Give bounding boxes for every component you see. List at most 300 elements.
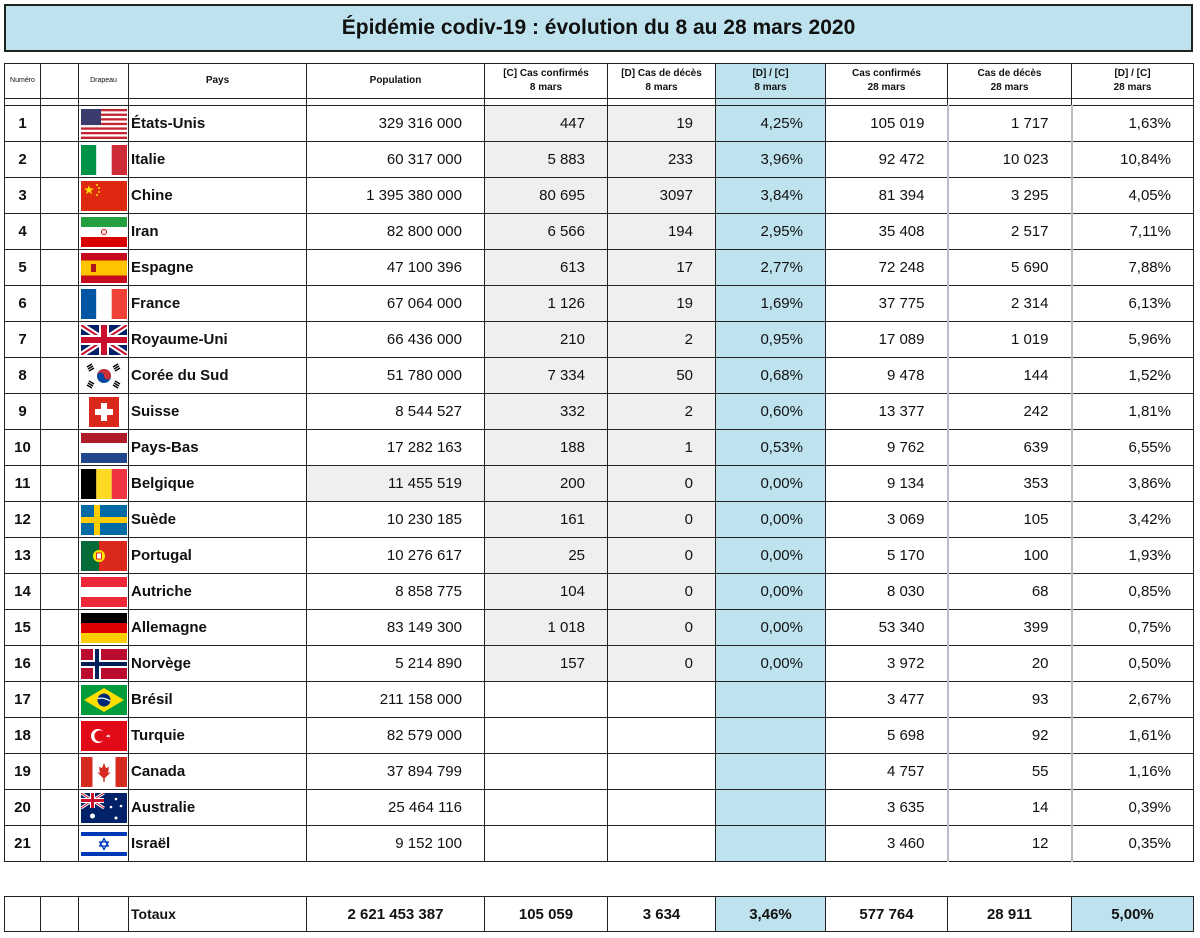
header-ratio-28 [1072,64,1194,99]
italy-flag-icon [81,145,127,175]
ratio-8-cell [716,718,826,754]
ratio-28-cell: 7,11% [1072,214,1194,250]
cas-8-cell: 200 [485,466,608,502]
table-row [5,466,1194,502]
population-cell: 1 395 380 000 [307,178,485,214]
ratio-8-cell: 3,96% [716,142,826,178]
flag-cell [79,610,129,646]
country-name: Iran [129,214,307,250]
deces-28-cell: 92 [948,718,1072,754]
country-name: Suède [129,502,307,538]
population-cell: 8 544 527 [307,394,485,430]
row-number: 13 [5,538,41,574]
table-row [5,610,1194,646]
flag-cell [79,538,129,574]
header-deces-8 [608,64,716,99]
deces-8-cell: 50 [608,358,716,394]
population-cell: 11 455 519 [307,466,485,502]
australia-flag-icon [81,793,127,823]
flag-cell [79,286,129,322]
ratio-28-cell: 6,55% [1072,430,1194,466]
country-name: Royaume-Uni [129,322,307,358]
cas-28-cell: 9 762 [826,430,948,466]
turkey-flag-icon [81,721,127,751]
header-ratio-8-line1: [D] / [C] [752,68,789,79]
germany-flag-icon [81,613,127,643]
iran-flag-icon [81,217,127,247]
ratio-28-cell: 4,05% [1072,178,1194,214]
deces-8-cell: 233 [608,142,716,178]
ratio-28-cell: 1,93% [1072,538,1194,574]
israel-flag-icon [81,829,127,859]
country-name: Corée du Sud [129,358,307,394]
cas-28-cell: 5 698 [826,718,948,754]
cas-8-cell: 5 883 [485,142,608,178]
table-row [5,574,1194,610]
flag-cell [79,142,129,178]
totals-table [4,896,1194,932]
cas-8-cell: 332 [485,394,608,430]
row-blank [41,610,79,646]
row-blank [41,142,79,178]
flag-cell [79,106,129,142]
header-drapeau: Drapeau [79,64,129,99]
cas-28-cell: 9 134 [826,466,948,502]
deces-8-cell: 0 [608,646,716,682]
deces-28-cell: 2 517 [948,214,1072,250]
cas-28-cell: 4 757 [826,754,948,790]
row-number: 4 [5,214,41,250]
portugal-flag-icon [81,541,127,571]
ratio-8-cell: 0,53% [716,430,826,466]
deces-8-cell: 0 [608,610,716,646]
population-cell: 10 276 617 [307,538,485,574]
flag-cell [79,250,129,286]
flag-cell [79,466,129,502]
cas-8-cell: 157 [485,646,608,682]
sweden-flag-icon [81,505,127,535]
row-blank [41,682,79,718]
cas-8-cell [485,682,608,718]
deces-8-cell: 17 [608,250,716,286]
cas-8-cell [485,718,608,754]
table-row [5,250,1194,286]
ratio-8-cell: 4,25% [716,106,826,142]
row-number: 7 [5,322,41,358]
ratio-8-cell: 0,00% [716,574,826,610]
deces-8-cell: 1 [608,430,716,466]
deces-28-cell: 100 [948,538,1072,574]
belgium-flag-icon [81,469,127,499]
country-name: Suisse [129,394,307,430]
table-row [5,502,1194,538]
deces-8-cell: 2 [608,394,716,430]
population-cell: 47 100 396 [307,250,485,286]
brazil-flag-icon [81,685,127,715]
population-cell: 10 230 185 [307,502,485,538]
row-number: 16 [5,646,41,682]
header-deces-28-line2: 28 mars [990,82,1029,93]
south-korea-flag-icon [81,361,127,391]
header-cas-8-line2: 8 mars [529,82,563,93]
deces-8-cell [608,826,716,862]
population-cell: 51 780 000 [307,358,485,394]
deces-8-cell [608,790,716,826]
country-name: Belgique [129,466,307,502]
row-number: 3 [5,178,41,214]
header-deces-8-line2: 8 mars [645,82,678,93]
cas-8-cell: 25 [485,538,608,574]
row-blank [41,358,79,394]
country-name: Chine [129,178,307,214]
ratio-8-cell: 2,77% [716,250,826,286]
deces-28-cell: 68 [948,574,1072,610]
cas-28-cell: 81 394 [826,178,948,214]
ratio-8-cell [716,754,826,790]
row-number: 20 [5,790,41,826]
table-row [5,718,1194,754]
cas-28-cell: 105 019 [826,106,948,142]
cas-8-cell: 7 334 [485,358,608,394]
population-cell: 9 152 100 [307,826,485,862]
table-row [5,322,1194,358]
header-empty [41,64,79,99]
flag-cell [79,574,129,610]
cas-8-cell: 188 [485,430,608,466]
switzerland-flag-icon [81,397,127,427]
cas-8-cell: 161 [485,502,608,538]
ratio-28-cell: 0,85% [1072,574,1194,610]
ratio-28-cell: 3,86% [1072,466,1194,502]
table-row [5,142,1194,178]
deces-28-cell: 639 [948,430,1072,466]
row-number: 15 [5,610,41,646]
deces-28-cell: 5 690 [948,250,1072,286]
population-cell: 17 282 163 [307,430,485,466]
deces-28-cell: 1 019 [948,322,1072,358]
flag-cell [79,646,129,682]
population-cell: 5 214 890 [307,646,485,682]
ratio-8-cell: 2,95% [716,214,826,250]
row-blank [41,322,79,358]
population-cell: 83 149 300 [307,610,485,646]
flag-cell [79,754,129,790]
ratio-8-cell: 0,00% [716,646,826,682]
ratio-8-cell: 3,84% [716,178,826,214]
cas-28-cell: 5 170 [826,538,948,574]
ratio-28-cell: 7,88% [1072,250,1194,286]
row-blank [41,286,79,322]
row-blank [41,214,79,250]
totals-cas-28: 577 764 [826,897,948,932]
deces-28-cell: 14 [948,790,1072,826]
deces-28-cell: 144 [948,358,1072,394]
table-row [5,826,1194,862]
cas-8-cell [485,754,608,790]
deces-8-cell: 194 [608,214,716,250]
row-number: 9 [5,394,41,430]
totals-cas-8: 105 059 [485,897,608,932]
ratio-28-cell: 0,39% [1072,790,1194,826]
population-cell: 66 436 000 [307,322,485,358]
deces-28-cell: 2 314 [948,286,1072,322]
country-name: Portugal [129,538,307,574]
deces-8-cell: 0 [608,574,716,610]
country-name: Brésil [129,682,307,718]
table-row [5,178,1194,214]
cas-28-cell: 37 775 [826,286,948,322]
deces-28-cell: 1 717 [948,106,1072,142]
deces-8-cell: 3097 [608,178,716,214]
header-pays: Pays [129,64,307,99]
deces-8-cell: 0 [608,538,716,574]
deces-8-cell: 19 [608,106,716,142]
flag-cell [79,322,129,358]
cas-8-cell: 210 [485,322,608,358]
deces-28-cell: 10 023 [948,142,1072,178]
deces-28-cell: 242 [948,394,1072,430]
cas-8-cell [485,790,608,826]
table-row [5,214,1194,250]
flag-cell [79,502,129,538]
cas-28-cell: 3 477 [826,682,948,718]
cas-8-cell: 1 126 [485,286,608,322]
ratio-28-cell: 2,67% [1072,682,1194,718]
table-row [5,682,1194,718]
totals-population: 2 621 453 387 [307,897,485,932]
flag-cell [79,394,129,430]
header-cas-8-line1: [C] Cas confirmés [503,68,589,79]
deces-8-cell: 19 [608,286,716,322]
row-number: 8 [5,358,41,394]
uk-flag-icon [81,325,127,355]
row-number: 17 [5,682,41,718]
cas-28-cell: 72 248 [826,250,948,286]
table-row [5,358,1194,394]
cas-8-cell: 447 [485,106,608,142]
ratio-28-cell: 1,81% [1072,394,1194,430]
header-deces-8-line1: [D] Cas de décès [621,68,702,79]
deces-8-cell [608,718,716,754]
country-name: Espagne [129,250,307,286]
row-number: 2 [5,142,41,178]
deces-28-cell: 12 [948,826,1072,862]
row-blank [41,394,79,430]
row-blank [41,502,79,538]
norway-flag-icon [81,649,127,679]
row-blank [41,538,79,574]
row-number: 14 [5,574,41,610]
flag-cell [79,430,129,466]
cas-8-cell [485,826,608,862]
population-cell: 82 800 000 [307,214,485,250]
ratio-8-cell [716,826,826,862]
population-cell: 329 316 000 [307,106,485,142]
ratio-8-cell: 0,68% [716,358,826,394]
row-blank [41,790,79,826]
population-cell: 8 858 775 [307,574,485,610]
austria-flag-icon [81,577,127,607]
ratio-28-cell: 1,61% [1072,718,1194,754]
header-ratio-28-line2: 28 mars [1113,82,1152,93]
deces-28-cell: 399 [948,610,1072,646]
header-row [5,64,1194,99]
ratio-28-cell: 0,75% [1072,610,1194,646]
flag-cell [79,790,129,826]
totals-deces-28: 28 911 [948,897,1072,932]
row-blank [41,574,79,610]
deces-8-cell: 0 [608,502,716,538]
cas-28-cell: 3 069 [826,502,948,538]
header-deces-28 [948,64,1072,99]
header-numero: Numéro [5,64,41,99]
deces-8-cell: 0 [608,466,716,502]
totals-label: Totaux [129,897,307,932]
ratio-8-cell: 0,00% [716,466,826,502]
country-name: Allemagne [129,610,307,646]
header-ratio-8 [716,64,826,99]
ratio-28-cell: 6,13% [1072,286,1194,322]
header-ratio-8-line2: 8 mars [754,82,787,93]
header-population: Population [307,64,485,99]
ratio-8-cell [716,682,826,718]
spain-flag-icon [81,253,127,283]
country-name: Pays-Bas [129,430,307,466]
population-cell: 25 464 116 [307,790,485,826]
flag-cell [79,718,129,754]
deces-28-cell: 93 [948,682,1072,718]
canada-flag-icon [81,757,127,787]
ratio-28-cell: 1,52% [1072,358,1194,394]
cas-28-cell: 3 460 [826,826,948,862]
cas-28-cell: 53 340 [826,610,948,646]
country-name: États-Unis [129,106,307,142]
country-name: France [129,286,307,322]
deces-8-cell [608,754,716,790]
spacer-row [5,99,1194,106]
row-number: 1 [5,106,41,142]
page-title: Épidémie codiv-19 : évolution du 8 au 28 mars 2020 [4,4,1193,52]
row-number: 21 [5,826,41,862]
row-blank [41,826,79,862]
deces-28-cell: 3 295 [948,178,1072,214]
population-cell: 211 158 000 [307,682,485,718]
population-cell: 67 064 000 [307,286,485,322]
deces-28-cell: 55 [948,754,1072,790]
ratio-28-cell: 0,35% [1072,826,1194,862]
ratio-8-cell: 0,95% [716,322,826,358]
header-deces-28-line1: Cas de décès [977,68,1042,79]
row-blank [41,646,79,682]
cas-8-cell: 1 018 [485,610,608,646]
country-name: Italie [129,142,307,178]
table-row [5,106,1194,142]
cas-28-cell: 17 089 [826,322,948,358]
totals-row [5,897,1194,932]
cas-28-cell: 9 478 [826,358,948,394]
flag-cell [79,178,129,214]
header-cas-28-line2: 28 mars [867,82,906,93]
ratio-28-cell: 10,84% [1072,142,1194,178]
population-cell: 37 894 799 [307,754,485,790]
cas-28-cell: 3 972 [826,646,948,682]
flag-cell [79,682,129,718]
row-blank [41,106,79,142]
ratio-8-cell: 1,69% [716,286,826,322]
row-blank [41,430,79,466]
ratio-8-cell: 0,60% [716,394,826,430]
row-blank [41,466,79,502]
row-blank [41,754,79,790]
totals-ratio-8: 3,46% [716,897,826,932]
ratio-28-cell: 5,96% [1072,322,1194,358]
ratio-8-cell [716,790,826,826]
flag-cell [79,214,129,250]
netherlands-flag-icon [81,433,127,463]
ratio-8-cell: 0,00% [716,502,826,538]
ratio-8-cell: 0,00% [716,610,826,646]
row-number: 5 [5,250,41,286]
cas-8-cell: 80 695 [485,178,608,214]
header-ratio-28-line1: [D] / [C] [1114,68,1151,79]
ratio-28-cell: 3,42% [1072,502,1194,538]
country-name: Australie [129,790,307,826]
flag-cell [79,358,129,394]
row-number: 19 [5,754,41,790]
cas-28-cell: 3 635 [826,790,948,826]
cas-28-cell: 35 408 [826,214,948,250]
cas-8-cell: 613 [485,250,608,286]
cas-28-cell: 8 030 [826,574,948,610]
totals-ratio-28: 5,00% [1072,897,1194,932]
cas-28-cell: 13 377 [826,394,948,430]
cas-28-cell: 92 472 [826,142,948,178]
ratio-8-cell: 0,00% [716,538,826,574]
france-flag-icon [81,289,127,319]
row-number: 6 [5,286,41,322]
table-row [5,790,1194,826]
deces-28-cell: 105 [948,502,1072,538]
country-name: Turquie [129,718,307,754]
table-row [5,394,1194,430]
row-number: 12 [5,502,41,538]
cas-8-cell: 6 566 [485,214,608,250]
header-cas-28 [826,64,948,99]
ratio-28-cell: 1,16% [1072,754,1194,790]
usa-flag-icon [81,109,127,139]
header-cas-8 [485,64,608,99]
table-row [5,286,1194,322]
population-cell: 60 317 000 [307,142,485,178]
deces-8-cell: 2 [608,322,716,358]
totals-deces-8: 3 634 [608,897,716,932]
population-cell: 82 579 000 [307,718,485,754]
row-number: 11 [5,466,41,502]
header-cas-28-line1: Cas confirmés [852,68,921,79]
flag-cell [79,826,129,862]
row-blank [41,250,79,286]
table-row [5,754,1194,790]
row-number: 10 [5,430,41,466]
table-row [5,538,1194,574]
row-blank [41,718,79,754]
country-name: Canada [129,754,307,790]
country-name: Israël [129,826,307,862]
country-name: Norvège [129,646,307,682]
country-name: Autriche [129,574,307,610]
row-number: 18 [5,718,41,754]
ratio-28-cell: 0,50% [1072,646,1194,682]
